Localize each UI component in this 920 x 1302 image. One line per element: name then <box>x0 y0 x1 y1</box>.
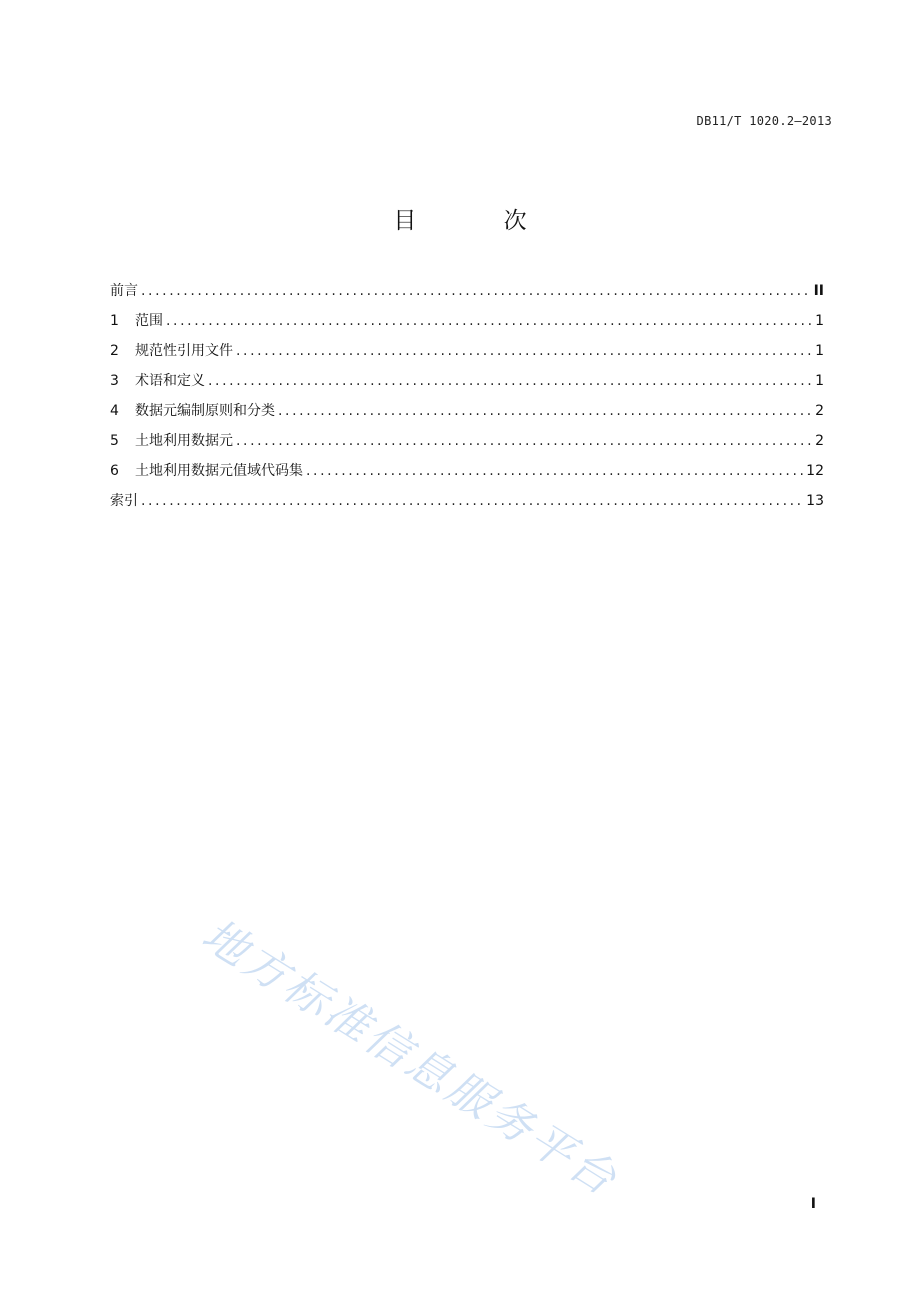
toc-entry-label: 术语和定义 <box>135 373 205 389</box>
toc-entry-label: 前言 <box>110 283 138 299</box>
toc-entry-index[interactable] <box>110 486 824 516</box>
toc-list <box>110 276 824 516</box>
toc-dot-leader <box>236 336 812 366</box>
toc-entry-page: 1 <box>815 313 824 329</box>
toc-entry-principles-classification[interactable] <box>110 396 824 426</box>
toc-entry-label: 土地利用数据元值域代码集 <box>135 463 303 479</box>
toc-entry-page: 2 <box>815 403 824 419</box>
toc-entry-page: II <box>813 283 824 299</box>
toc-entry-number: 6 <box>110 463 119 479</box>
toc-entry-normative-references[interactable] <box>110 336 824 366</box>
toc-entry-terms-definitions[interactable] <box>110 366 824 396</box>
toc-title: 目 次 <box>393 208 567 234</box>
toc-entry-number: 2 <box>110 343 119 359</box>
toc-entry-page: 1 <box>815 343 824 359</box>
toc-entry-page: 2 <box>815 433 824 449</box>
toc-entry-number: 3 <box>110 373 119 389</box>
toc-entry-page: 12 <box>806 463 824 479</box>
toc-entry-scope[interactable] <box>110 306 824 336</box>
toc-entry-land-use-data-elements[interactable] <box>110 426 824 456</box>
toc-entry-label: 范围 <box>135 313 163 329</box>
toc-entry-number: 4 <box>110 403 119 419</box>
toc-dot-leader <box>166 306 812 336</box>
toc-entry-page: 1 <box>815 373 824 389</box>
toc-entry-value-domain-codes[interactable] <box>110 456 824 486</box>
toc-entry-page: 13 <box>806 493 824 509</box>
toc-dot-leader <box>141 486 803 516</box>
toc-entry-foreword[interactable] <box>110 276 824 306</box>
toc-dot-leader <box>278 396 812 426</box>
toc-dot-leader <box>236 426 812 456</box>
toc-entry-label: 规范性引用文件 <box>135 343 233 359</box>
document-code: DB11/T 1020.2—2013 <box>696 114 832 128</box>
watermark: 地方标准信息服务平台 <box>193 909 628 1207</box>
toc-dot-leader <box>306 456 803 486</box>
toc-entry-number: 1 <box>110 313 119 329</box>
toc-entry-number: 5 <box>110 433 119 449</box>
toc-entry-label: 土地利用数据元 <box>135 433 233 449</box>
toc-dot-leader <box>208 366 812 396</box>
toc-entry-label: 索引 <box>110 493 138 509</box>
toc-dot-leader <box>141 276 811 306</box>
toc-entry-label: 数据元编制原则和分类 <box>135 403 275 419</box>
page-number: I <box>810 1196 816 1212</box>
